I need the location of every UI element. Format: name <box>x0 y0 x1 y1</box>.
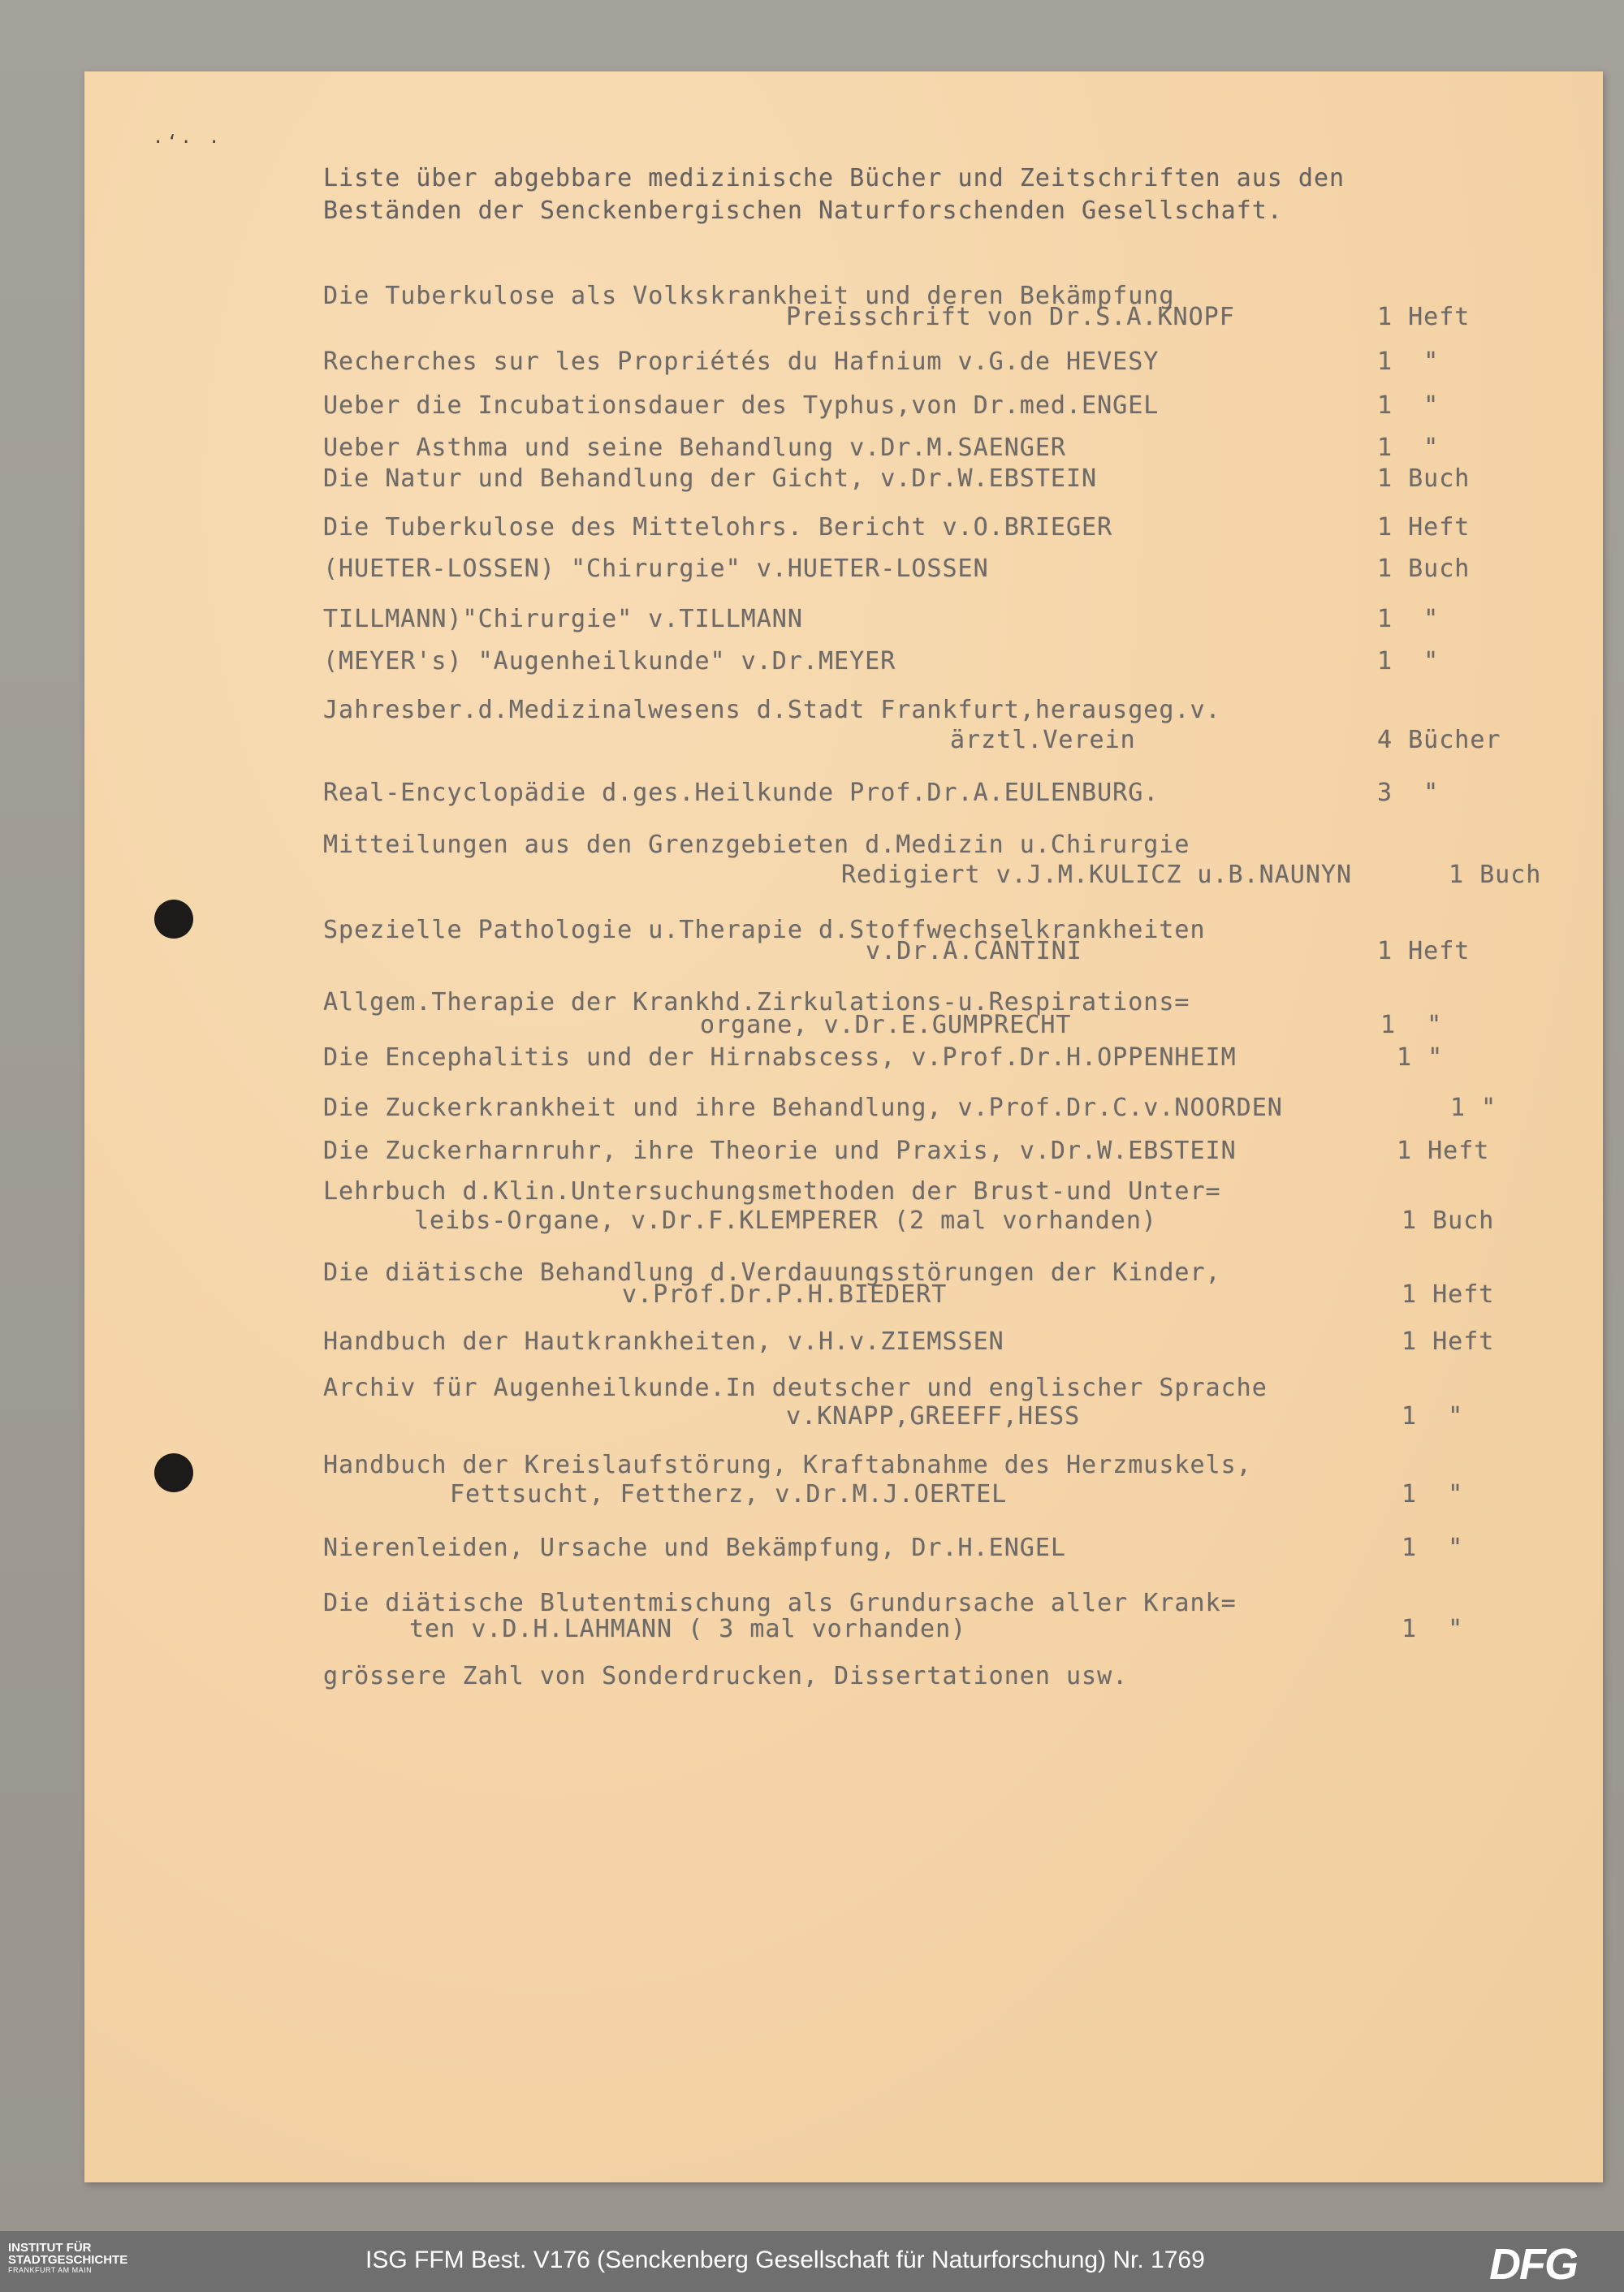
entry-quantity: 1 Heft <box>1402 1327 1495 1356</box>
typewritten-page <box>84 71 1603 2182</box>
entry-title: Allgem.Therapie der Krankhd.Zirkulations-u.Respirations= <box>323 988 1190 1017</box>
entry-author: Redigiert v.J.M.KULICZ u.B.NAUNYN <box>841 861 1353 889</box>
entry-title: Ueber die Incubationsdauer des Typhus,von Dr.med.ENGEL <box>323 391 1160 420</box>
entry-author: Fettsucht, Fettherz, v.Dr.M.J.OERTEL <box>450 1480 1008 1509</box>
entry-title: Ueber Asthma und seine Behandlung v.Dr.M.SAENGER <box>323 434 1066 462</box>
entry-title: Die Tuberkulose als Volkskrankheit und deren Bekämpfung <box>323 282 1175 310</box>
archive-caption: ISG FFM Best. V176 (Senckenberg Gesellschaft für Naturforschung) Nr. 1769 <box>365 2247 1205 2273</box>
entry-title: Die Encephalitis und der Hirnabscess, v.Prof.Dr.H.OPPENHEIM <box>323 1043 1237 1072</box>
logo-line: STADTGESCHICHTE <box>8 2253 128 2267</box>
entry-quantity: 1 " <box>1402 1480 1464 1509</box>
entry-quantity: 1 " <box>1377 647 1440 676</box>
entry-title: Handbuch der Kreislaufstörung, Kraftabnahme des Herzmuskels, <box>323 1451 1252 1479</box>
entry-author: v.Prof.Dr.P.H.BIEDERT <box>622 1280 948 1309</box>
entry-quantity: 1 " <box>1380 1011 1443 1039</box>
entry-quantity: 1 Buch <box>1377 555 1471 583</box>
entry-title: Recherches sur les Propriétés du Hafnium v.G.de HEVESY <box>323 347 1160 376</box>
entry-quantity: 1 Heft <box>1402 1280 1495 1309</box>
entry-quantity: 3 " <box>1377 779 1440 807</box>
entry-quantity: 1 " <box>1377 391 1440 420</box>
entry-title: (HUETER-LOSSEN) "Chirurgie" v.HUETER-LOSSEN <box>323 555 989 583</box>
entry-quantity: 1 " <box>1377 347 1440 376</box>
entry-title: Spezielle Pathologie u.Therapie d.Stoffwechselkrankheiten <box>323 916 1206 944</box>
closing-note: grössere Zahl von Sonderdrucken, Dissertationen usw. <box>323 1662 1129 1690</box>
entry-title: Real-Encyclopädie d.ges.Heilkunde Prof.Dr.A.EULENBURG. <box>323 779 1160 807</box>
entry-title: Die Tuberkulose des Mittelohrs. Bericht v.O.BRIEGER <box>323 513 1113 542</box>
entry-quantity: 1 Buch <box>1377 464 1471 493</box>
entry-title: Die diätische Behandlung d.Verdauungsstörungen der Kinder, <box>323 1258 1221 1287</box>
archive-footer-bar <box>0 2231 1624 2292</box>
entry-title: Die Zuckerkrankheit und ihre Behandlung, v.Prof.Dr.C.v.NOORDEN <box>323 1094 1283 1122</box>
entry-title: Nierenleiden, Ursache und Bekämpfung, Dr.H.ENGEL <box>323 1534 1066 1562</box>
entry-author: Preisschrift von Dr.S.A.KNOPF <box>786 303 1235 331</box>
entry-title: Mitteilungen aus den Grenzgebieten d.Medizin u.Chirurgie <box>323 831 1190 859</box>
entry-quantity: 1 " <box>1397 1043 1444 1072</box>
entry-quantity: 1 Heft <box>1377 937 1471 965</box>
entry-quantity: 1 Buch <box>1449 861 1542 889</box>
punch-hole-bottom <box>154 1453 193 1492</box>
punch-hole-top <box>154 900 193 939</box>
dfg-logo: DFG <box>1489 2240 1577 2289</box>
page-title-line-2: Beständen der Senckenbergischen Naturforschenden Gesellschaft. <box>323 196 1283 225</box>
entry-author: organe, v.Dr.E.GUMPRECHT <box>700 1011 1072 1039</box>
entry-title: Die diätische Blutentmischung als Grundursache aller Krank= <box>323 1589 1237 1617</box>
entry-quantity: 1 " <box>1402 1402 1464 1431</box>
margin-mark: ·‘· · <box>153 132 223 153</box>
entry-title: Archiv für Augenheilkunde.In deutscher und englischer Sprache <box>323 1374 1268 1402</box>
entry-title: Die Natur und Behandlung der Gicht, v.Dr.W.EBSTEIN <box>323 464 1098 493</box>
entry-quantity: 1 " <box>1450 1094 1497 1122</box>
entry-quantity: 1 Heft <box>1377 303 1471 331</box>
entry-quantity: 4 Bücher <box>1377 726 1501 754</box>
entry-author: ärztl.Verein <box>950 726 1136 754</box>
logo-line: FRANKFURT AM MAIN <box>8 2266 93 2274</box>
entry-title: Die Zuckerharnruhr, ihre Theorie und Praxis, v.Dr.W.EBSTEIN <box>323 1137 1237 1165</box>
entry-title: TILLMANN)"Chirurgie" v.TILLMANN <box>323 605 803 633</box>
entry-quantity: 1 Heft <box>1377 513 1471 542</box>
entry-quantity: 1 Buch <box>1402 1206 1495 1235</box>
isg-logo <box>8 2242 154 2275</box>
entry-quantity: 1 Heft <box>1397 1137 1490 1165</box>
entry-author: leibs-Organe, v.Dr.F.KLEMPERER (2 mal vorhanden) <box>414 1206 1157 1235</box>
entry-title: (MEYER's) "Augenheilkunde" v.Dr.MEYER <box>323 647 896 676</box>
entry-author: v.Dr.A.CANTINI <box>866 937 1082 965</box>
entry-quantity: 1 " <box>1377 434 1440 462</box>
logo-line: INSTITUT FÜR <box>8 2241 92 2255</box>
entry-title: Jahresber.d.Medizinalwesens d.Stadt Frankfurt,herausgeg.v. <box>323 696 1221 724</box>
entry-author: v.KNAPP,GREEFF,HESS <box>786 1402 1081 1431</box>
entry-title: Lehrbuch d.Klin.Untersuchungsmethoden der Brust-und Unter= <box>323 1177 1221 1206</box>
entry-quantity: 1 " <box>1377 605 1440 633</box>
entry-quantity: 1 " <box>1402 1534 1464 1562</box>
entry-author: ten v.D.H.LAHMANN ( 3 mal vorhanden) <box>409 1615 967 1643</box>
entry-title: Handbuch der Hautkrankheiten, v.H.v.ZIEMSSEN <box>323 1327 1004 1356</box>
entry-quantity: 1 " <box>1402 1615 1464 1643</box>
page-title-line-1: Liste über abgebbare medizinische Bücher und Zeitschriften aus den <box>323 164 1345 192</box>
